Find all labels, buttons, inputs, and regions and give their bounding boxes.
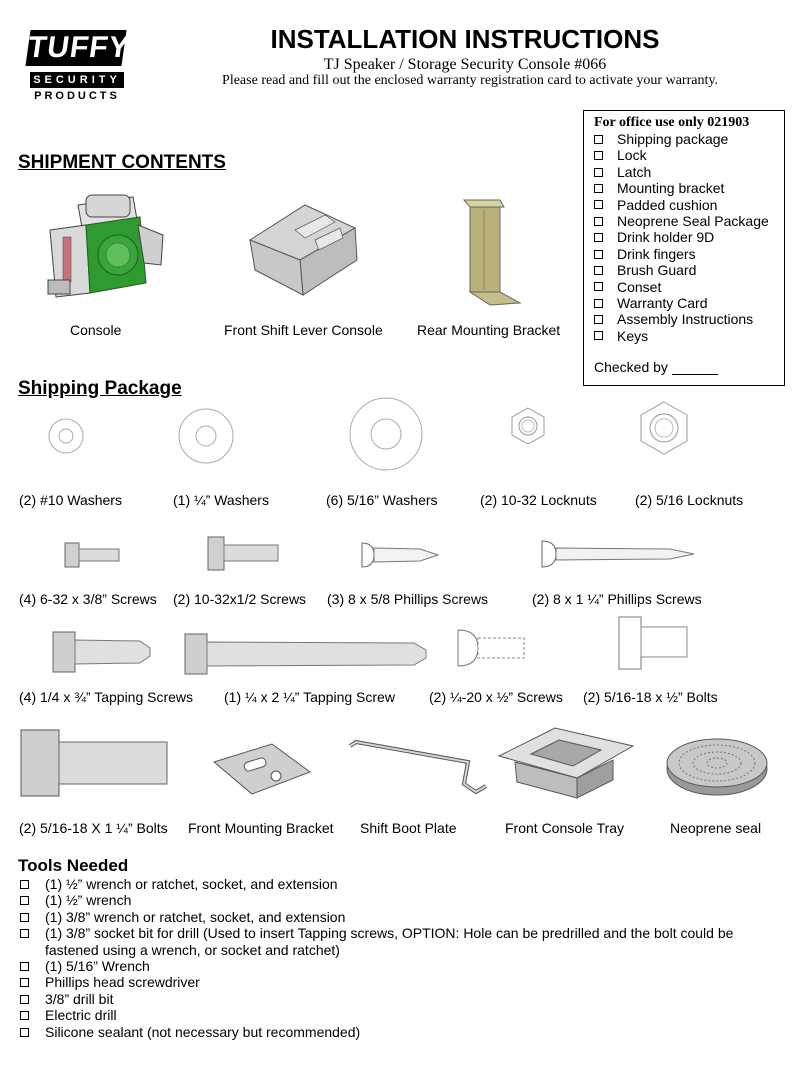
caption-neoprene-seal: Neoprene seal: [670, 820, 762, 836]
console-image: [38, 185, 168, 310]
tool-item: (1) 3/8” socket bit for drill (Used to insert Tapping screws, OPTION: Hole can be predrilled and the bolt could be fastened using a wrench, or socket and ratchet): [20, 925, 780, 958]
tool-item: Phillips head screwdriver: [20, 974, 780, 990]
tapping-screw-34-image: [52, 630, 152, 674]
bolt-51618-12-image: [618, 615, 690, 671]
checkbox-icon[interactable]: [594, 151, 603, 160]
locknut-1032-image: [508, 406, 548, 446]
caption-shift-boot-plate: Shift Boot Plate: [360, 820, 457, 836]
tool-item: (1) 5/16” Wrench: [20, 958, 780, 974]
rear-mounting-bracket-image: [462, 195, 522, 310]
warranty-notice: Please read and fill out the enclosed warranty registration card to activate your warranty.: [222, 73, 718, 88]
tools-heading: Tools Needed: [18, 856, 129, 875]
washer-quarter-image: [176, 406, 236, 466]
caption-tapping-34: (4) 1/4 x ¾” Tapping Screws: [19, 689, 194, 705]
tool-item: (1) ½” wrench: [20, 892, 780, 908]
caption-tapping-214: (1) ¼ x 2 ¼” Tapping Screw: [224, 689, 395, 705]
caption-washer-516: (6) 5/16” Washers: [326, 492, 438, 508]
washer-10-image: [46, 416, 86, 456]
checkbox-icon[interactable]: [594, 299, 603, 308]
shipment-heading: SHIPMENT CONTENTS: [18, 152, 226, 173]
neoprene-seal-image: [665, 735, 769, 797]
caption-bolt-12: (2) 5/16-18 x ½” Bolts: [583, 689, 718, 705]
caption-locknut-516: (2) 5/16 Locknuts: [635, 492, 744, 508]
caption-phillips-114: (2) 8 x 1 ¼” Phillips Screws: [532, 591, 702, 607]
checkbox-icon[interactable]: [594, 217, 603, 226]
checkbox-icon[interactable]: [594, 331, 603, 340]
checkbox-icon[interactable]: [20, 880, 29, 889]
bolt-51618-114-image: [20, 728, 170, 798]
office-check-item: Lock: [594, 147, 769, 163]
shift-boot-plate-image: [348, 740, 490, 796]
tapping-screw-214-image: [184, 632, 428, 676]
office-check-item: Neoprene Seal Package: [594, 213, 769, 229]
office-check-item: Conset: [594, 279, 769, 295]
logo-security-text: SECURITY: [30, 72, 124, 88]
logo-products-text: PRODUCTS: [34, 90, 120, 102]
screw-1032-image: [207, 535, 281, 573]
office-check-item: Keys: [594, 328, 769, 344]
locknut-516-image: [636, 400, 692, 456]
office-use-box: [583, 110, 785, 386]
tool-item: 3/8” drill bit: [20, 991, 780, 1007]
office-check-item: Drink fingers: [594, 246, 769, 262]
checkbox-icon[interactable]: [594, 315, 603, 324]
front-shift-console-image: [245, 200, 360, 300]
office-check-item: Drink holder 9D: [594, 229, 769, 245]
caption-washer-10: (2) #10 Washers: [19, 492, 122, 508]
checkbox-icon[interactable]: [594, 266, 603, 275]
tool-item: (1) 3/8” wrench or ratchet, socket, and extension: [20, 909, 780, 925]
caption-front-mounting-bracket: Front Mounting Bracket: [188, 820, 334, 836]
caption-screw-1032: (2) 10-32x1/2 Screws: [173, 591, 307, 607]
caption-screw-632: (4) 6-32 x 3/8” Screws: [19, 591, 157, 607]
checkbox-icon[interactable]: [20, 896, 29, 905]
caption-locknut-1032: (2) 10-32 Locknuts: [480, 492, 597, 508]
office-check-item: Latch: [594, 164, 769, 180]
checkbox-icon[interactable]: [20, 1028, 29, 1037]
office-check-item: Shipping package: [594, 131, 769, 147]
office-check-item: Assembly Instructions: [594, 311, 769, 327]
checkbox-icon[interactable]: [594, 233, 603, 242]
office-check-item: Warranty Card: [594, 295, 769, 311]
caption-front-console-tray: Front Console Tray: [505, 820, 625, 836]
tool-item: Electric drill: [20, 1007, 780, 1023]
office-use-title: For office use only 021903: [594, 115, 750, 130]
checkbox-icon[interactable]: [594, 282, 603, 291]
caption-bolt-114: (2) 5/16-18 X 1 ¼” Bolts: [19, 820, 168, 836]
tool-item: Silicone sealant (not necessary but recommended): [20, 1024, 780, 1040]
checkbox-icon[interactable]: [594, 250, 603, 259]
office-check-item: Mounting bracket: [594, 180, 769, 196]
caption-screw-1420: (2) ¼-20 x ½” Screws: [429, 689, 563, 705]
page-title: INSTALLATION INSTRUCTIONS: [270, 24, 660, 54]
phillips-screw-58-image: [360, 540, 440, 570]
checkbox-icon[interactable]: [594, 200, 603, 209]
checkbox-icon[interactable]: [594, 135, 603, 144]
checked-by-field: Checked by: [594, 359, 718, 375]
caption-washer-quarter: (1) ¼” Washers: [173, 492, 269, 508]
caption-front-shift-console: Front Shift Lever Console: [224, 322, 383, 338]
tools-list: [20, 876, 780, 1040]
office-checklist: [594, 131, 769, 344]
office-check-item: Padded cushion: [594, 197, 769, 213]
checkbox-icon[interactable]: [20, 962, 29, 971]
washer-516-image: [348, 396, 424, 472]
caption-rear-bracket: Rear Mounting Bracket: [417, 322, 561, 338]
checkbox-icon[interactable]: [594, 168, 603, 177]
checkbox-icon[interactable]: [20, 1011, 29, 1020]
caption-phillips-58: (3) 8 x 5/8 Phillips Screws: [327, 591, 489, 607]
office-check-item: Brush Guard: [594, 262, 769, 278]
checkbox-icon[interactable]: [20, 929, 29, 938]
checkbox-icon[interactable]: [20, 995, 29, 1004]
screw-1420-image: [456, 626, 528, 670]
checkbox-icon[interactable]: [594, 184, 603, 193]
front-mounting-bracket-image: [212, 742, 312, 797]
tuffy-logo: TUFFY: [25, 31, 133, 64]
checkbox-icon[interactable]: [20, 978, 29, 987]
phillips-screw-114-image: [540, 538, 696, 570]
signature-line[interactable]: [672, 362, 718, 375]
front-console-tray-image: [497, 726, 635, 800]
checkbox-icon[interactable]: [20, 913, 29, 922]
caption-console: Console: [70, 322, 122, 338]
tool-item: (1) ½” wrench or ratchet, socket, and extension: [20, 876, 780, 892]
screw-632-image: [64, 540, 122, 570]
page-subtitle: TJ Speaker / Storage Security Console #066: [323, 56, 607, 73]
shipping-package-heading: Shipping Package: [18, 378, 182, 399]
